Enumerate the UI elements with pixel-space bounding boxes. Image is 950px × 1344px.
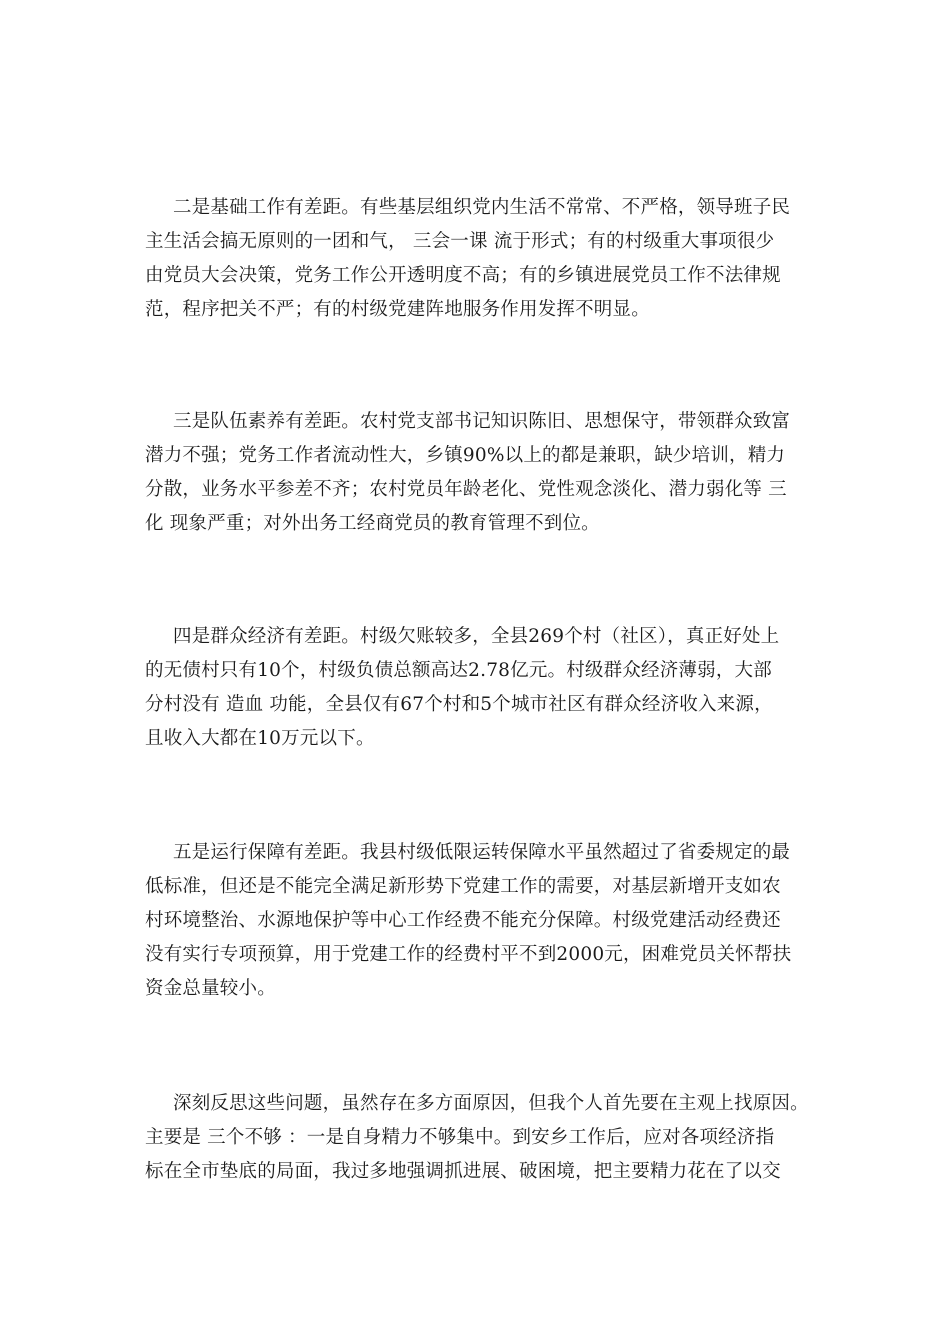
paragraph-line: 没有实行专项预算，用于党建工作的经费村平不到2000元，困难党员关怀帮扶 <box>145 944 792 965</box>
paragraph-line: 资金总量较小。 <box>145 978 276 999</box>
paragraph-line: 分村没有 造血 功能，全县仅有67个村和5个城市社区有群众经济收入来源， <box>145 694 773 715</box>
paragraph-line: 四是群众经济有差距。村级欠账较多，全县269个村（社区），真正好处上 <box>173 626 780 647</box>
paragraph-line: 化 现象严重；对外出务工经商党员的教育管理不到位。 <box>145 513 600 534</box>
paragraph-line: 主生活会搞无原则的一团和气， 三会一课 流于形式；有的村级重大事项很少 <box>145 231 775 252</box>
paragraph-line: 主要是 三个不够 ：一是自身精力不够集中。到安乡工作后，应对各项经济指 <box>145 1127 775 1148</box>
paragraph-line: 范，程序把关不严；有的村级党建阵地服务作用发挥不明显。 <box>145 299 650 320</box>
paragraph-line: 且收入大都在10万元以下。 <box>145 728 375 749</box>
paragraph-line: 二是基础工作有差距。有些基层组织党内生活不常常、不严格，领导班子民 <box>173 197 791 218</box>
paragraph-line: 标在全市垫底的局面，我过多地强调抓进展、破困境，把主要精力花在了以交 <box>145 1161 781 1182</box>
paragraph-line: 分散，业务水平参差不齐；农村党员年龄老化、党性观念淡化、潜力弱化等 三 <box>145 479 787 500</box>
paragraph-line: 五是运行保障有差距。我县村级低限运转保障水平虽然超过了省委规定的最 <box>173 842 791 863</box>
paragraph-line: 潜力不强；党务工作者流动性大，乡镇90%以上的都是兼职，缺少培训，精力 <box>145 445 786 466</box>
paragraph-line: 由党员大会决策，党务工作公开透明度不高；有的乡镇进展党员工作不法律规 <box>145 265 781 286</box>
paragraph-line: 村环境整治、水源地保护等中心工作经费不能充分保障。村级党建活动经费还 <box>145 910 781 931</box>
paragraph-line: 低标准，但还是不能完全满足新形势下党建工作的需要，对基层新增开支如农 <box>145 876 781 897</box>
paragraph-line: 深刻反思这些问题，虽然存在多方面原因，但我个人首先要在主观上找原因。 <box>173 1093 809 1114</box>
paragraph-operation-guarantee-gap <box>145 836 825 1006</box>
paragraph-team-quality-gap <box>145 405 825 541</box>
paragraph-basic-work-gap <box>145 191 825 327</box>
paragraph-line: 的无债村只有10个，村级负债总额高达2.78亿元。村级群众经济薄弱，大部 <box>145 660 772 681</box>
paragraph-reflection <box>145 1087 825 1189</box>
paragraph-line: 三是队伍素养有差距。农村党支部书记知识陈旧、思想保守，带领群众致富 <box>173 411 791 432</box>
paragraph-collective-economy-gap <box>145 620 825 756</box>
